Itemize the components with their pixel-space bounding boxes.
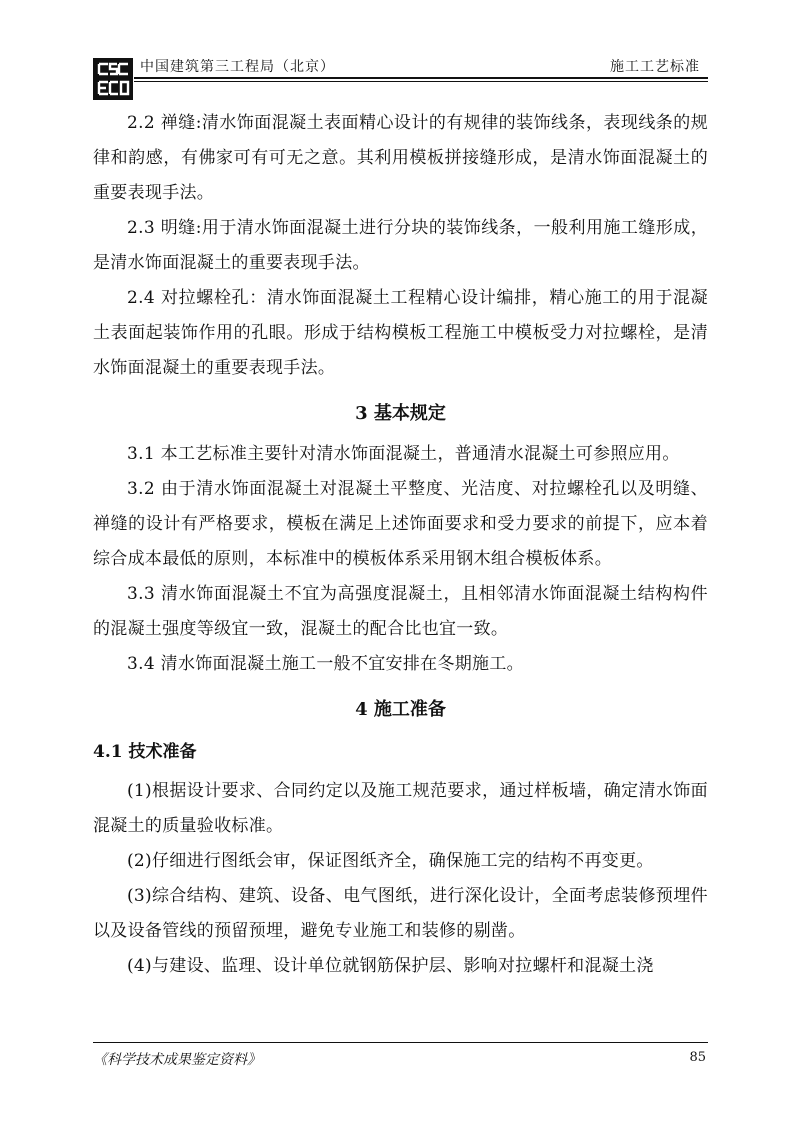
paragraph-3-2: 3.2 由于清水饰面混凝土对混凝土平整度、光洁度、对拉螺栓孔以及明缝、禅缝的设计有严格要求，模板在满足上述饰面要求和受力要求的前提下，应本着综合成本最低的原则，本标准中的模板体系采用钢木组合模板体系。 xyxy=(93,479,708,569)
header-divider-thick xyxy=(134,77,708,79)
paragraph-3-4: 3.4 清水饰面混凝土施工一般不宜安排在冬期施工。 xyxy=(127,654,524,674)
company-logo xyxy=(93,58,133,100)
paragraph-item-4: (4)与建设、监理、设计单位就钢筋保护层、影响对拉螺杆和混凝土浇 xyxy=(127,956,654,976)
page-number: 85 xyxy=(689,1050,706,1065)
paragraph-2-2: 2.2 禅缝:清水饰面混凝土表面精心设计的有规律的装饰线条，表现线条的规律和韵感，有佛家可有可无之意。其利用模板拼接缝形成，是清水饰面混凝土的重要表现手法。 xyxy=(93,113,708,203)
paragraph-item-3: (3)综合结构、建筑、设备、电气图纸，进行深化设计，全面考虑装修预埋件以及设备管线的预留预埋，避免专业施工和装修的剔凿。 xyxy=(93,886,708,941)
section-heading-3: 3 基本规定 xyxy=(355,403,446,424)
paragraph-item-1: (1)根据设计要求、合同约定以及施工规范要求，通过样板墙，确定清水饰面混凝土的质量验收标准。 xyxy=(93,781,708,836)
paragraph-2-4: 2.4 对拉螺栓孔：清水饰面混凝土工程精心设计编排，精心施工的用于混凝土表面起装饰作用的孔眼。形成于结构模板工程施工中模板受力对拉螺栓，是清水饰面混凝土的重要表现手法。 xyxy=(93,288,708,378)
header-document-title: 施工工艺标准 xyxy=(610,59,700,75)
footer-source: 《科学技术成果鉴定资料》 xyxy=(93,1052,261,1068)
paragraph-item-2: (2)仔细进行图纸会审，保证图纸齐全，确保施工完的结构不再变更。 xyxy=(127,851,654,871)
paragraph-3-3: 3.3 清水饰面混凝土不宜为高强度混凝土，且相邻清水饰面混凝土结构构件的混凝土强度等级宜一致，混凝土的配合比也宜一致。 xyxy=(93,584,708,639)
section-heading-4: 4 施工准备 xyxy=(355,699,446,720)
footer-divider xyxy=(93,1042,708,1043)
header-organization: 中国建筑第三工程局（北京） xyxy=(140,59,335,75)
document-body xyxy=(93,106,708,984)
subsection-heading-4-1: 4.1 技术准备 xyxy=(93,742,197,762)
paragraph-3-1: 3.1 本工艺标准主要针对清水饰面混凝土，普通清水混凝土可参照应用。 xyxy=(127,444,680,464)
paragraph-2-3: 2.3 明缝:用于清水饰面混凝土进行分块的装饰线条，一般利用施工缝形成，是清水饰面混凝土的重要表现手法。 xyxy=(93,218,708,273)
header-divider-thin xyxy=(134,81,708,82)
